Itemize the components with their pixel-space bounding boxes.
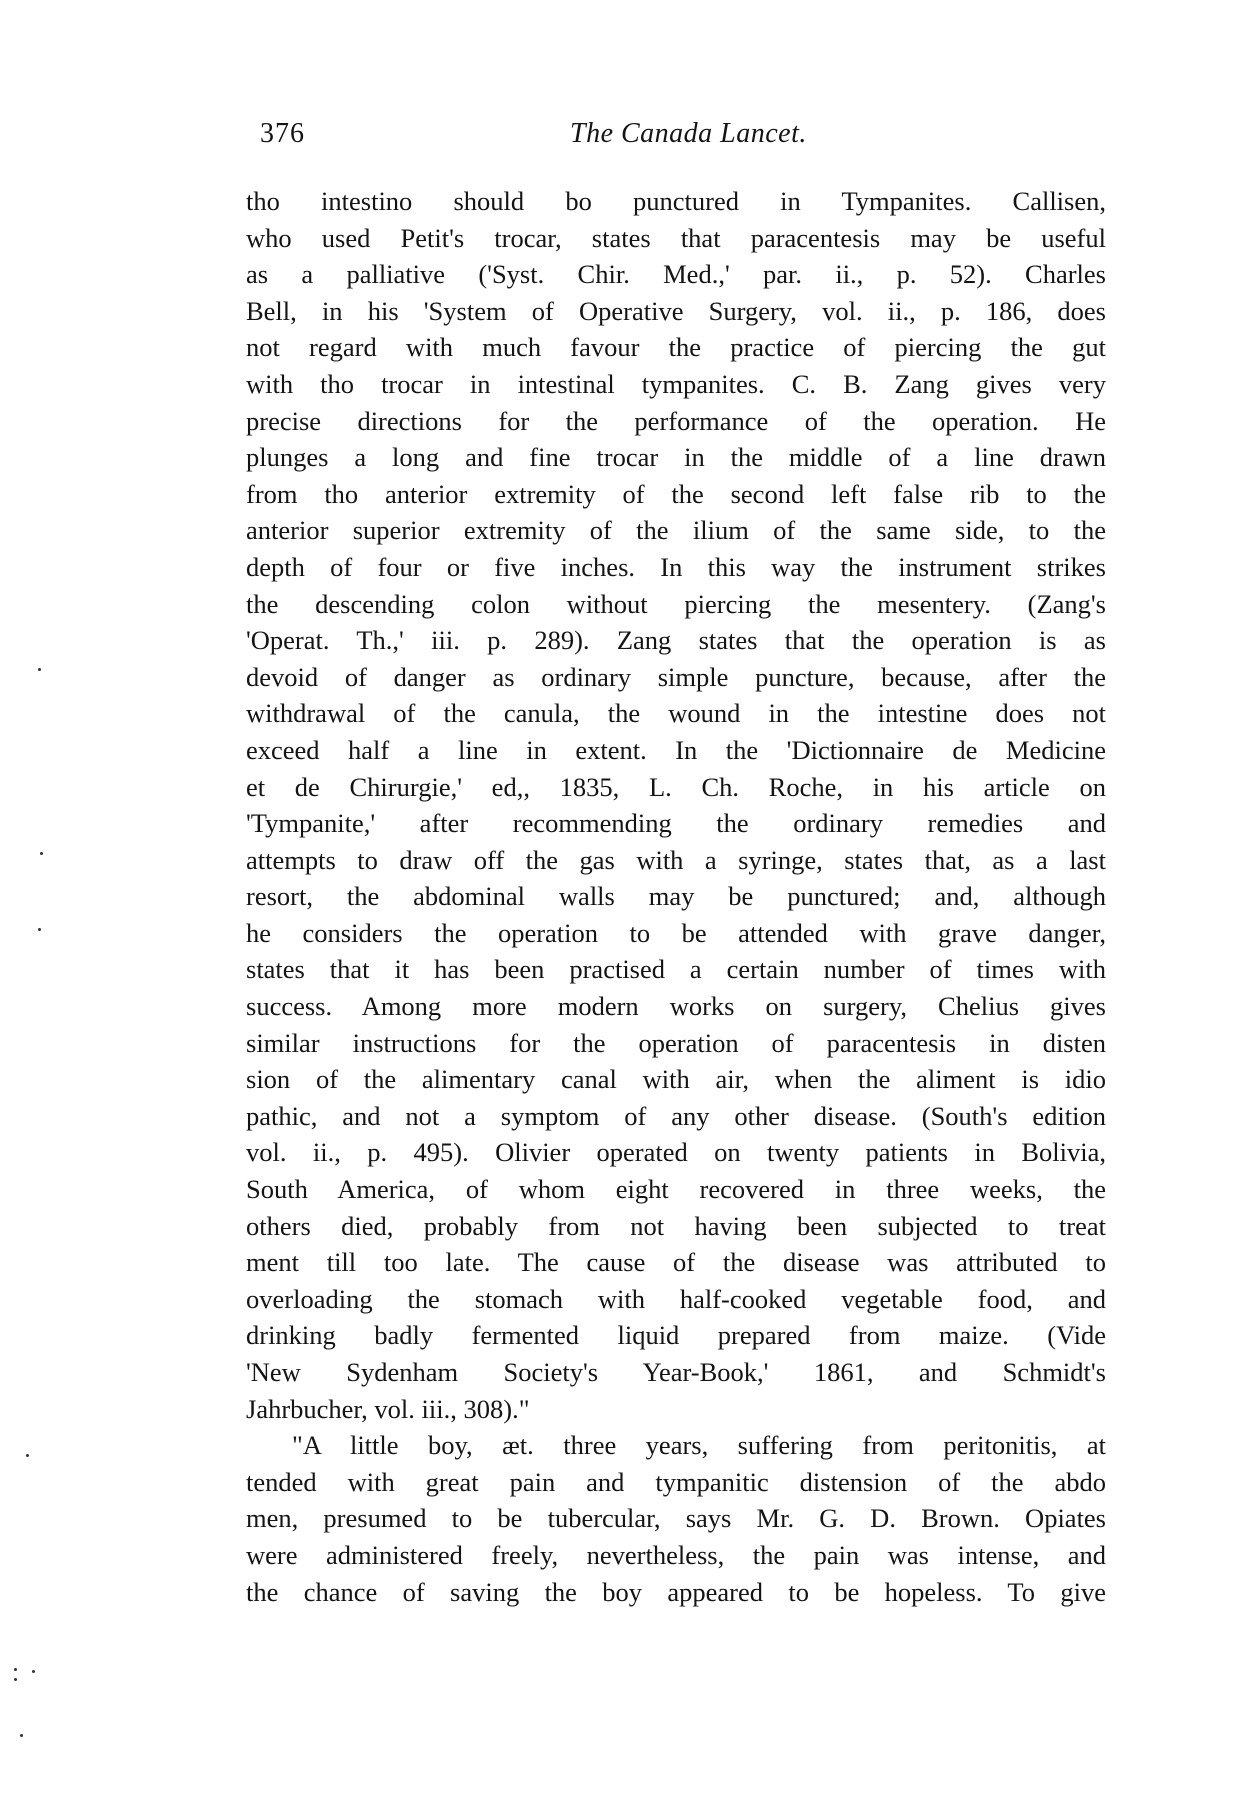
text-line: devoid of danger as ordinary simple puncture, because, after the (246, 661, 1106, 692)
text-line: success. Among more modern works on surgery, Chelius gives (246, 991, 1106, 1022)
text-line: tho intestino should bo punctured in Tympanites. Callisen, (246, 186, 1106, 216)
margin-speck (14, 1668, 17, 1671)
text-line: Jahrbucher, vol. iii., 308)." (246, 1393, 530, 1424)
text-line: the chance of saving the boy appeared to be hopeless. To give (246, 1576, 1106, 1607)
text-line: "A little boy, æt. three years, suffering from peritonitis, at (292, 1430, 1106, 1461)
text-line: from tho anterior extremity of the second left false rib to the (246, 478, 1106, 509)
margin-speck (14, 1678, 17, 1681)
text-line: vol. ii., p. 495). Olivier operated on twenty patients in Bolivia, (246, 1137, 1106, 1168)
text-line: as a palliative ('Syst. Chir. Med.,' par. ii., p. 52). Charles (246, 259, 1106, 290)
text-line: drinking badly fermented liquid prepared from maize. (Vide (246, 1320, 1106, 1351)
text-line: he considers the operation to be attended with grave danger, (246, 917, 1106, 948)
text-line: 'Operat. Th.,' iii. p. 289). Zang states that the operation is as (246, 625, 1106, 656)
margin-speck (38, 668, 41, 671)
text-line: et de Chirurgie,' ed,, 1835, L. Ch. Roche, in his article on (246, 771, 1106, 802)
paragraph-2 (246, 1427, 1106, 1610)
text-line: others died, probably from not having been subjected to treat (246, 1210, 1106, 1241)
text-line: sion of the alimentary canal with air, when the aliment is idio (246, 1064, 1106, 1095)
text-line: anterior superior extremity of the ilium of the same side, to the (246, 515, 1106, 546)
margin-speck (20, 1734, 23, 1737)
paragraph-1 (246, 183, 1106, 1427)
running-head (260, 118, 1120, 162)
text-line: exceed half a line in extent. In the 'Dictionnaire de Medicine (246, 734, 1106, 765)
text-line: the descending colon without piercing the mesentery. (Zang's (246, 588, 1106, 619)
text-line: ment till too late. The cause of the disease was attributed to (246, 1247, 1106, 1278)
text-line: depth of four or five inches. In this way the instrument strikes (246, 551, 1106, 582)
body-text (246, 183, 1106, 1610)
text-line: withdrawal of the canula, the wound in the intestine does not (246, 698, 1106, 729)
margin-speck (26, 1454, 29, 1457)
journal-title: The Canada Lancet. (570, 118, 807, 149)
text-line: men, presumed to be tubercular, says Mr. G. D. Brown. Opiates (246, 1503, 1106, 1534)
margin-speck (38, 928, 41, 931)
text-line: resort, the abdominal walls may be punctured; and, although (246, 881, 1106, 912)
text-line: tended with great pain and tympanitic distension of the abdo (246, 1466, 1106, 1497)
text-line: with tho trocar in intestinal tympanites. C. B. Zang gives very (246, 368, 1106, 399)
text-line: 'Tympanite,' after recommending the ordinary remedies and (246, 808, 1106, 839)
text-line: were administered freely, nevertheless, the pain was intense, and (246, 1539, 1106, 1570)
text-line: attempts to draw off the gas with a syringe, states that, as a last (246, 844, 1106, 875)
margin-speck (40, 852, 43, 855)
text-line: overloading the stomach with half-cooked vegetable food, and (246, 1283, 1106, 1314)
text-line: precise directions for the performance of the operation. He (246, 405, 1106, 436)
text-line: 'New Sydenham Society's Year-Book,' 1861, and Schmidt's (246, 1357, 1106, 1387)
text-line: plunges a long and fine trocar in the middle of a line drawn (246, 442, 1106, 473)
text-line: similar instructions for the operation of paracentesis in disten (246, 1027, 1106, 1058)
text-line: pathic, and not a symptom of any other disease. (South's edition (246, 1100, 1106, 1131)
text-line: states that it has been practised a certain number of times with (246, 954, 1106, 985)
page-number: 376 (260, 118, 305, 149)
text-line: Bell, in his 'System of Operative Surgery, vol. ii., p. 186, does (246, 295, 1106, 326)
text-line: South America, of whom eight recovered in three weeks, the (246, 1174, 1106, 1205)
text-line: who used Petit's trocar, states that paracentesis may be useful (246, 222, 1106, 253)
margin-speck (32, 1670, 35, 1673)
text-line: not regard with much favour the practice of piercing the gut (246, 332, 1106, 363)
